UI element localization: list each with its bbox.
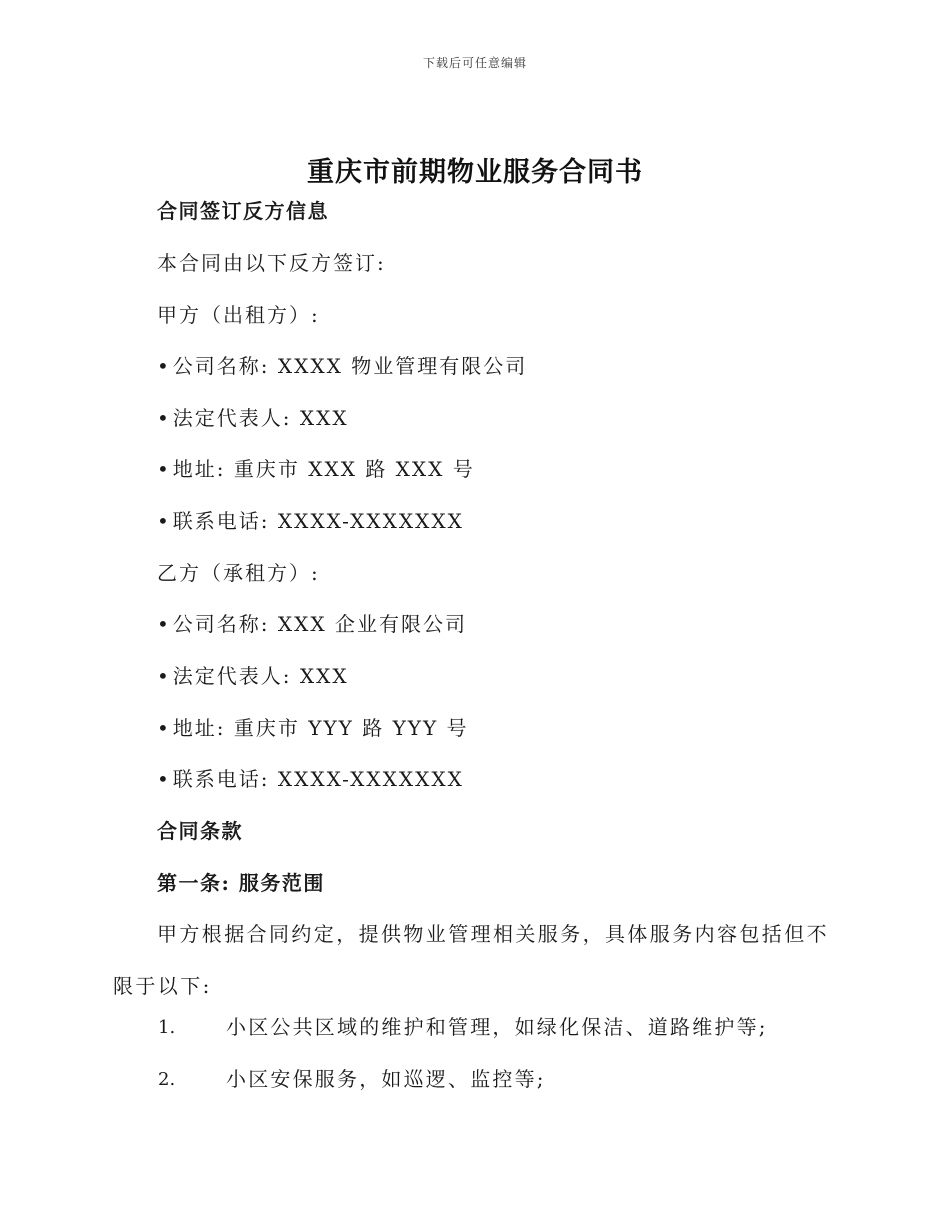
document-title: 重庆市前期物业服务合同书 — [307, 157, 643, 188]
article-1-body: 甲方根据合同约定，提供物业管理相关服务，具体服务内容包括但不限于以下: — [113, 922, 829, 998]
bullet-icon: • — [157, 767, 169, 791]
bullet-icon: • — [157, 354, 169, 378]
party-b-phone-text: 联系电话: XXXX-XXXXXXX — [172, 767, 464, 791]
section-heading-parties: 合同签订反方信息 — [157, 199, 329, 223]
bullet-icon: • — [157, 664, 169, 688]
party-a-address — [157, 456, 475, 482]
party-b-legal-rep-text: 法定代表人: XXX — [172, 664, 349, 688]
header-note: 下载后可任意编辑 — [422, 56, 527, 70]
party-b-address-text: 地址: 重庆市 YYY 路 YYY 号 — [172, 716, 469, 740]
intro-text: 本合同由以下反方签订: — [157, 251, 386, 275]
bullet-icon: • — [157, 716, 169, 740]
party-a-address-text: 地址: 重庆市 XXX 路 XXX 号 — [172, 457, 475, 481]
party-a-company — [157, 353, 527, 379]
party-b-address — [157, 715, 469, 741]
bullet-icon: • — [157, 457, 169, 481]
party-b-company — [157, 611, 467, 637]
party-b-phone — [157, 766, 464, 792]
list-item-text: 小区安保服务，如巡逻、监控等; — [226, 1067, 546, 1091]
list-item-number: 2. — [158, 1069, 176, 1090]
bullet-icon: • — [157, 612, 169, 636]
list-item-text: 小区公共区域的维护和管理，如绿化保洁、道路维护等; — [226, 1015, 768, 1039]
party-b-heading: 乙方（承租方）: — [157, 561, 320, 585]
bullet-icon: • — [157, 509, 169, 533]
party-b-legal-rep — [157, 663, 349, 689]
article-1-heading: 第一条: 服务范围 — [157, 871, 325, 895]
list-item-number: 1. — [158, 1017, 176, 1038]
party-a-legal-rep — [157, 405, 349, 431]
party-a-phone-text: 联系电话: XXXX-XXXXXXX — [172, 509, 464, 533]
bullet-icon: • — [157, 406, 169, 430]
party-b-company-text: 公司名称: XXX 企业有限公司 — [172, 612, 467, 636]
party-a-company-text: 公司名称: XXXX 物业管理有限公司 — [172, 354, 528, 378]
party-a-phone — [157, 508, 464, 534]
party-a-legal-rep-text: 法定代表人: XXX — [172, 406, 349, 430]
party-a-heading: 甲方（出租方）: — [157, 303, 320, 327]
section-heading-terms: 合同条款 — [157, 819, 243, 843]
